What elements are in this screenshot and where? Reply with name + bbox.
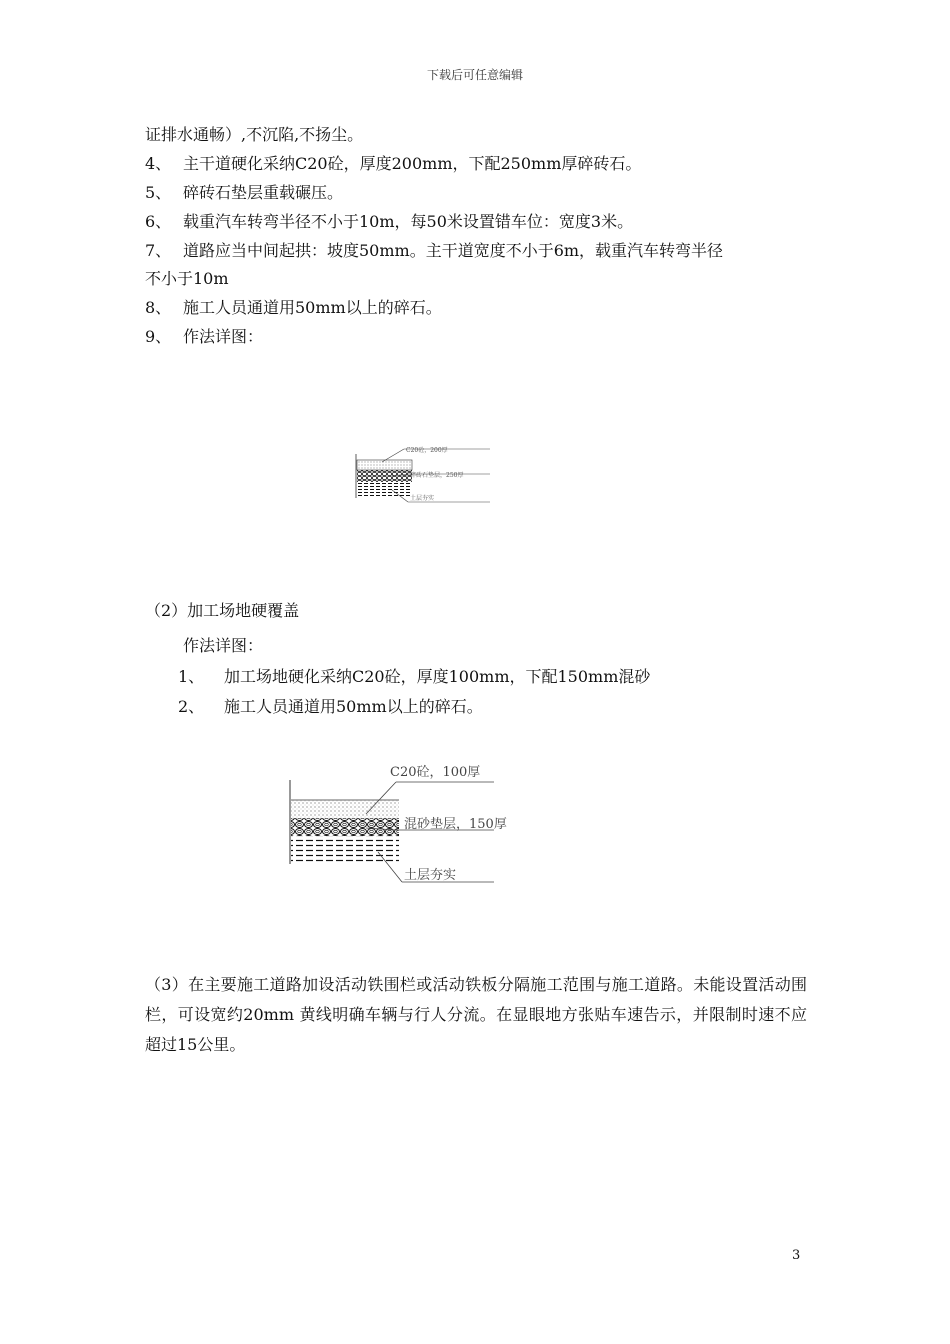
item-number: 7、 [145, 241, 172, 260]
diagram-label: 土层夯实 [410, 495, 435, 502]
continuation-text: 证排水通畅）,不沉陷,不扬尘。 [145, 125, 364, 144]
section3-paragraph: （3）在主要施工道路加设活动铁围栏或活动铁板分隔施工范围与施工道路。未能设置活动围栏，可设宽约20mm 黄线明确车辆与行人分流。在显眼地方张贴车速告示，并限制时速不应超过15公里。 [145, 975, 807, 1054]
concrete-layer [357, 460, 412, 470]
item-number: 4、 [145, 154, 172, 173]
road-cross-section-diagram [352, 440, 492, 512]
diagram-label: C20砼，200厚 [406, 447, 448, 454]
item-number: 5、 [145, 183, 172, 202]
sand-layer [291, 818, 399, 836]
page-number: 3 [792, 1248, 801, 1263]
site-cross-section-diagram [286, 758, 508, 890]
diagram-label: 混砂垫层，150厚 [404, 817, 507, 832]
item-number: 1、 [178, 667, 205, 686]
item-text: 施工人员通道用50mm以上的碎石。 [224, 697, 483, 716]
page-header: 下载后可任意编辑 [426, 68, 523, 82]
list-item [145, 153, 641, 175]
section-subtitle: 作法详图： [183, 636, 264, 655]
item-number: 8、 [145, 298, 172, 317]
item-number: 6、 [145, 212, 172, 231]
list-item [178, 666, 650, 688]
list-item-continuation: 不小于10m [145, 269, 229, 288]
soil-layer [357, 482, 412, 496]
item-text: 加工场地硬化采纳C20砼，厚度100mm，下配150mm混砂 [224, 667, 651, 686]
diagram-label: 土层夯实 [404, 868, 457, 883]
list-item [145, 182, 343, 204]
item-number: 2、 [178, 697, 205, 716]
gravel-layer [357, 470, 412, 482]
section-title: （2）加工场地硬覆盖 [145, 601, 300, 620]
list-item [145, 297, 442, 319]
item-text: 载重汽车转弯半径不小于10m，每50米设置错车位：宽度3米。 [183, 212, 634, 231]
diagram-label: 碎砖石垫层，250厚 [410, 472, 464, 479]
list-item [145, 211, 633, 233]
item-text: 道路应当中间起拱：坡度50mm。主干道宽度不小于6m，载重汽车转弯半径 [183, 241, 724, 260]
list-item [178, 696, 483, 718]
item-text: 作法详图： [183, 327, 264, 346]
concrete-layer [291, 800, 399, 818]
item-text: 碎砖石垫层重载碾压。 [183, 183, 344, 202]
diagram-label: C20砼，100厚 [390, 765, 481, 780]
soil-layer [291, 836, 399, 864]
item-text: 施工人员通道用50mm以上的碎石。 [183, 298, 442, 317]
item-text: 主干道硬化采纳C20砼，厚度200mm，下配250mm厚碎砖石。 [183, 154, 642, 173]
item-number: 9、 [145, 327, 172, 346]
list-item [145, 326, 263, 348]
list-item [145, 240, 723, 262]
